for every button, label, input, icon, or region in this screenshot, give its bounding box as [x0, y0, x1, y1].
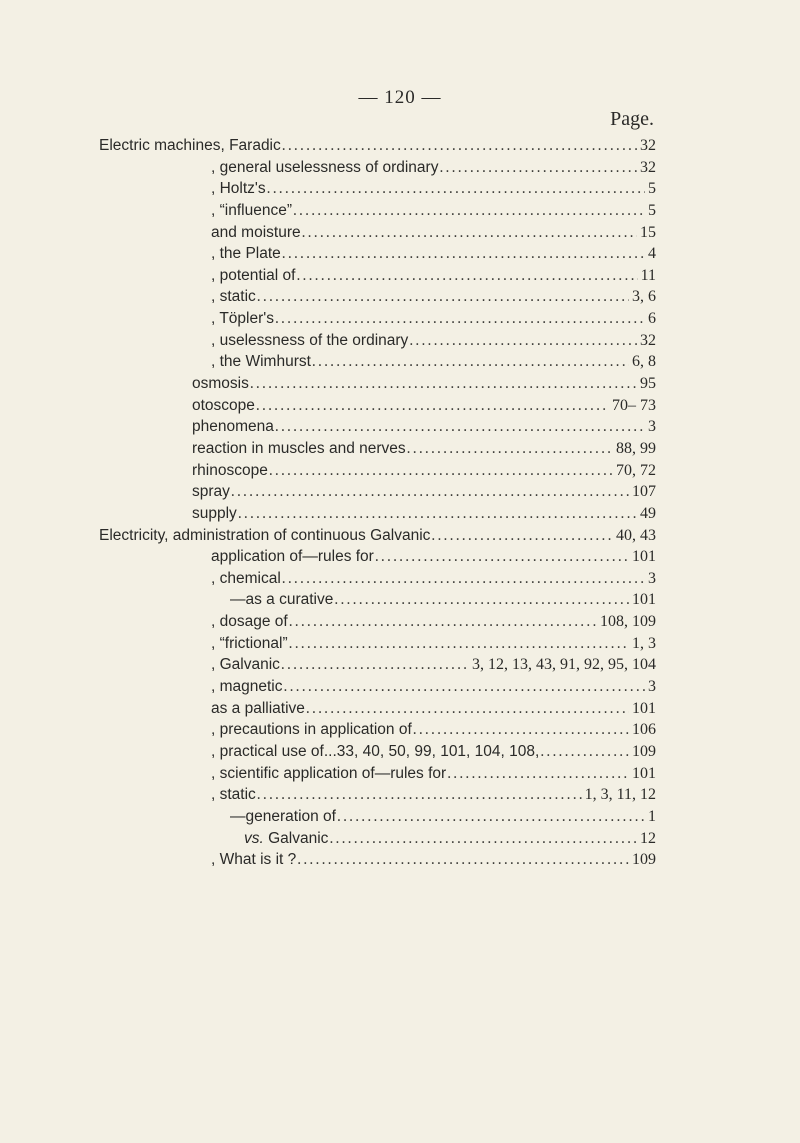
dot-leader [275, 308, 645, 330]
dot-leader [413, 719, 629, 741]
index-entry-line [192, 438, 656, 460]
index-entry-line [211, 654, 656, 676]
entry-page-numbers: 1 [648, 807, 656, 825]
entry-page-numbers: 40, 43 [616, 526, 656, 544]
index-entry [0, 416, 800, 438]
entry-page-numbers: 6 [648, 310, 656, 328]
entry-label: Electricity, administration of continuous Galvanic [99, 526, 431, 544]
index-list [0, 135, 800, 871]
dot-leader [257, 286, 629, 308]
dot-leader [269, 460, 613, 482]
index-entry [0, 460, 800, 482]
index-entry-line [211, 568, 656, 590]
entry-label: , Galvanic [211, 656, 280, 674]
index-entry [0, 438, 800, 460]
dot-leader [297, 849, 629, 871]
dot-leader [257, 784, 582, 806]
index-entry-line [211, 178, 656, 200]
index-entry [0, 719, 800, 741]
entry-page-numbers: 101 [632, 548, 656, 566]
index-entry [0, 222, 800, 244]
index-entry [0, 395, 800, 417]
entry-page-numbers: 70– 73 [612, 396, 656, 414]
dot-leader [256, 395, 609, 417]
entry-label: supply [192, 504, 237, 522]
index-entry [0, 178, 800, 200]
entry-label: as a palliative [211, 699, 305, 717]
index-entry [0, 525, 800, 547]
entry-page-numbers: 95 [640, 375, 656, 393]
entry-label: spray [192, 483, 230, 501]
index-entry [0, 351, 800, 373]
entry-label: , magnetic [211, 678, 283, 696]
dot-leader [306, 698, 629, 720]
index-entry-line [211, 265, 656, 287]
entry-label: , static [211, 288, 256, 306]
entry-page-numbers: 5 [648, 180, 656, 198]
entry-page-numbers: 101 [632, 699, 656, 717]
dot-leader [375, 546, 629, 568]
entry-page-numbers: 32 [640, 331, 656, 349]
index-entry [0, 589, 800, 611]
entry-label: —as a curative [230, 591, 334, 609]
index-entry-line [211, 308, 656, 330]
entry-label: , dosage of [211, 613, 288, 631]
entry-label: , general uselessness of ordinary [211, 158, 439, 176]
dot-leader [281, 654, 469, 676]
entry-page-numbers: 12 [640, 829, 656, 847]
index-entry-line [211, 222, 656, 244]
dot-leader [282, 243, 645, 265]
index-entry [0, 503, 800, 525]
entry-page-numbers: 3, 6 [632, 288, 656, 306]
entry-label: and moisture [211, 223, 301, 241]
index-entry [0, 243, 800, 265]
entry-page-numbers: 70, 72 [616, 461, 656, 479]
index-entry-line [211, 243, 656, 265]
index-entry [0, 763, 800, 785]
dot-leader [329, 828, 637, 850]
entry-page-numbers: 32 [640, 137, 656, 154]
entry-page-numbers: 5 [648, 201, 656, 219]
index-entry-line [192, 503, 656, 525]
entry-page-numbers: 109 [632, 742, 656, 760]
entry-label: vs. Galvanic [244, 829, 329, 847]
entry-page-numbers: 106 [632, 721, 656, 739]
index-entry-line [211, 676, 656, 698]
dot-leader [238, 503, 637, 525]
index-entry [0, 784, 800, 806]
entry-page-numbers: 15 [640, 223, 656, 241]
dot-leader [250, 373, 637, 395]
entry-page-numbers: 49 [640, 504, 656, 522]
entry-page-numbers: 4 [648, 245, 656, 263]
index-entry [0, 611, 800, 633]
index-entry-line [211, 633, 656, 655]
entry-page-numbers: 3 [648, 418, 656, 436]
entry-page-numbers: 3 [648, 678, 656, 696]
index-entry [0, 373, 800, 395]
index-entry-line [211, 784, 656, 806]
dot-leader [284, 676, 645, 698]
entry-label: Electric machines, Faradic [99, 137, 281, 154]
entry-label: , chemical [211, 569, 281, 587]
entry-label: rhinoscope [192, 461, 268, 479]
index-entry [0, 698, 800, 720]
index-entry [0, 481, 800, 503]
entry-label: osmosis [192, 375, 249, 393]
index-entry-line [211, 719, 656, 741]
index-entry-line [211, 157, 656, 179]
entry-label: , uselessness of the ordinary [211, 331, 409, 349]
entry-label: , Holtz's [211, 180, 266, 198]
index-entry [0, 135, 800, 157]
index-entry-line [211, 546, 656, 568]
dot-leader [289, 633, 629, 655]
entry-page-numbers: 6, 8 [632, 353, 656, 371]
entry-page-numbers: 109 [632, 851, 656, 869]
index-entry-line [192, 460, 656, 482]
dot-leader [293, 200, 645, 222]
dot-leader [540, 741, 629, 763]
dot-leader [447, 763, 629, 785]
index-entry [0, 330, 800, 352]
entry-label: otoscope [192, 396, 255, 414]
entry-page-numbers: 88, 99 [616, 439, 656, 457]
entry-page-numbers: 3 [648, 569, 656, 587]
index-entry [0, 676, 800, 698]
index-entry-line [211, 200, 656, 222]
index-entry [0, 308, 800, 330]
entry-label: application of—rules for [211, 548, 374, 566]
index-entry-line [211, 351, 656, 373]
index-entry-line [211, 330, 656, 352]
entry-page-numbers: 32 [640, 158, 656, 176]
index-entry [0, 265, 800, 287]
dot-leader [282, 135, 637, 157]
dot-leader [407, 438, 613, 460]
dot-leader [409, 330, 637, 352]
index-entry-line [211, 741, 656, 763]
entry-label: , “frictional” [211, 634, 288, 652]
index-entry-line [99, 135, 656, 157]
entry-label: , practical use of...33, 40, 50, 99, 101, 104, 108, [211, 742, 540, 760]
entry-label: reaction in muscles and nerves [192, 439, 406, 457]
entry-page-numbers: 101 [632, 764, 656, 782]
entry-page-numbers: 107 [632, 483, 656, 501]
entry-label: phenomena [192, 418, 274, 436]
page-number: — 120 — [358, 87, 442, 108]
dot-leader [312, 351, 629, 373]
entry-page-numbers: 11 [640, 266, 656, 284]
entry-label: , precautions in application of [211, 721, 412, 739]
index-entry-line [211, 849, 656, 871]
entry-label: , What is it ? [211, 851, 297, 869]
dot-leader [296, 265, 637, 287]
dot-leader [431, 525, 613, 547]
index-entry [0, 654, 800, 676]
entry-page-numbers: 101 [632, 591, 656, 609]
entry-label: —generation of [230, 807, 336, 825]
index-entry-line [230, 589, 656, 611]
index-entry [0, 849, 800, 871]
index-entry [0, 546, 800, 568]
entry-label: , Töpler's [211, 310, 274, 328]
index-entry-line [230, 806, 656, 828]
entry-label: , the Wimhurst [211, 353, 311, 371]
index-entry [0, 806, 800, 828]
index-entry [0, 828, 800, 850]
index-entry-line [211, 763, 656, 785]
index-entry [0, 286, 800, 308]
index-entry [0, 633, 800, 655]
index-entry [0, 741, 800, 763]
dot-leader [337, 806, 645, 828]
entry-label: , the Plate [211, 245, 281, 263]
entry-label: , static [211, 786, 256, 804]
entry-page-numbers: 3, 12, 13, 43, 91, 92, 95, 104 [472, 656, 656, 674]
index-entry [0, 200, 800, 222]
dot-leader [302, 222, 637, 244]
entry-label: , scientific application of—rules for [211, 764, 447, 782]
entry-label: , potential of [211, 266, 296, 284]
index-entry-line [192, 481, 656, 503]
dot-leader [282, 568, 645, 590]
dot-leader [334, 589, 629, 611]
dot-leader [267, 178, 645, 200]
index-entry-line [211, 698, 656, 720]
index-entry-line [192, 416, 656, 438]
entry-page-numbers: 1, 3, 11, 12 [584, 786, 656, 804]
index-entry-line [99, 525, 656, 547]
entry-page-numbers: 108, 109 [600, 613, 656, 631]
index-entry-line [192, 395, 656, 417]
index-entry-line [244, 828, 656, 850]
index-entry-line [211, 611, 656, 633]
dot-leader [275, 416, 645, 438]
dot-leader [231, 481, 629, 503]
dot-leader [439, 157, 637, 179]
italic-abbreviation: vs. [244, 829, 264, 847]
page-column-heading: Page. [610, 108, 654, 130]
index-entry [0, 157, 800, 179]
entry-label: , “influence” [211, 201, 292, 219]
index-entry-line [192, 373, 656, 395]
index-entry [0, 568, 800, 590]
dot-leader [289, 611, 597, 633]
index-entry-line [211, 286, 656, 308]
entry-page-numbers: 1, 3 [632, 634, 656, 652]
